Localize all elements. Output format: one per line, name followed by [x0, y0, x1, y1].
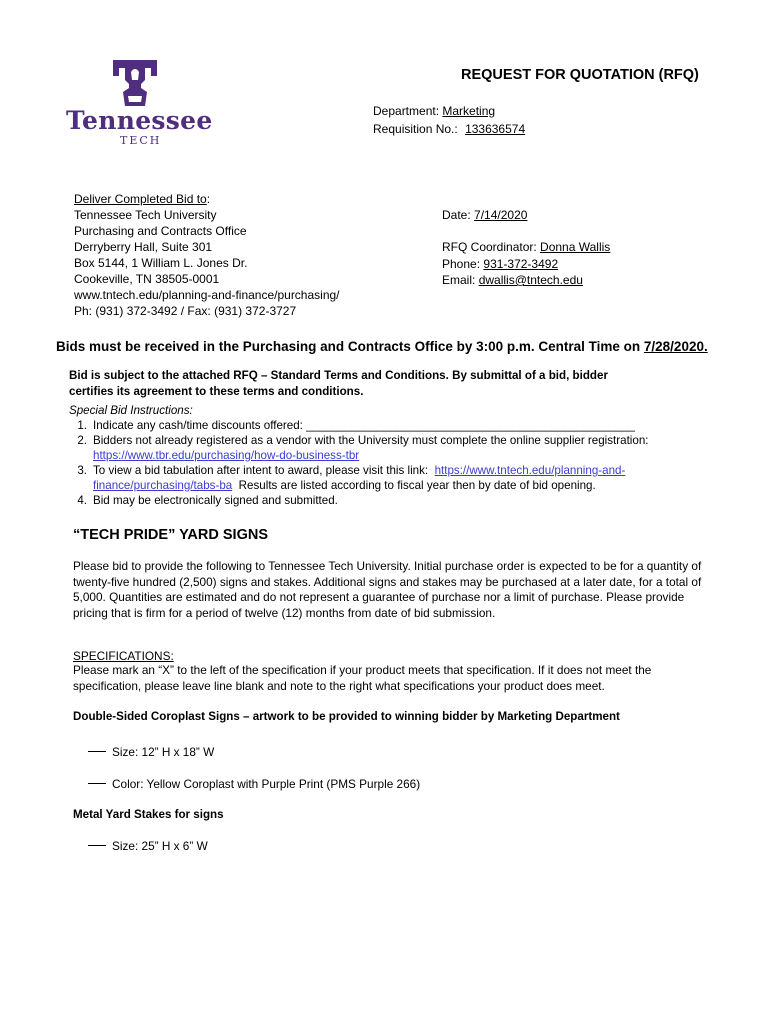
- specifications-intro: Please mark an “X” to the left of the specification if your product meets that specification. If it does not meet the specification, please leave line blank and note to the right what specifications your product does meet.: [73, 663, 652, 693]
- section-intro: Please bid to provide the following to Tennessee Tech University. Initial purchase order is expected to be for a quantity of twenty-five hundred (2,500) signs and stakes. Additional signs and stakes may be purchased at a later date, for a total of 5,000. Quantities are estimated and do not represent a guarantee of purchase nor a limit of purchase. Please provide pricing that is firm for a period of twelve (12) months from date of bid submission.: [73, 559, 702, 620]
- phone-value: 931-372-3492: [483, 257, 559, 271]
- coordinator-label: RFQ Coordinator:: [442, 240, 537, 254]
- deliver-line: Cookeville, TN 38505-0001: [74, 272, 220, 286]
- deliver-block: [74, 191, 404, 319]
- spec-blank-line[interactable]: [88, 845, 106, 846]
- bid-deadline: Bids must be received in the Purchasing and Contracts Office by 3:00 p.m. Central Time on 7/28/2020.: [56, 339, 708, 354]
- deliver-line: Box 5144, 1 William L. Jones Dr.: [74, 256, 248, 270]
- department-line: [373, 103, 495, 119]
- instruction-item: 1. Indicate any cash/time discounts offered: ___________________________________________________: [77, 419, 635, 432]
- special-instructions: [69, 403, 709, 508]
- deadline-date: 7/28/2020.: [643, 339, 708, 354]
- logo-wordmark: Tennessee: [66, 106, 213, 135]
- specifications-heading: SPECIFICATIONS:: [73, 649, 174, 663]
- section-title: “TECH PRIDE” YARD SIGNS: [73, 527, 268, 543]
- requisition-label: Requisition No.:: [373, 122, 458, 136]
- instruction-item: 3. To view a bid tabulation after intent to award, please visit this link: https://www.tntech.edu/planning-and-finance/purchasing/tabs-ba Results are listed according to fiscal year then by date of bid opening.: [77, 464, 626, 492]
- department-value: Marketing: [442, 104, 496, 118]
- requisition-line: [373, 121, 525, 137]
- discount-blank[interactable]: ___________________________________________________: [306, 419, 635, 432]
- tennessee-tech-logo: [66, 58, 211, 148]
- tbr-registration-link[interactable]: https://www.tbr.edu/purchasing/how-do-business-tbr: [93, 449, 360, 462]
- deliver-line: Tennessee Tech University: [74, 208, 217, 222]
- email-link[interactable]: dwallis@tntech.edu: [478, 273, 583, 287]
- instructions-heading: Special Bid Instructions:: [69, 404, 193, 417]
- deliver-line: Purchasing and Contracts Office: [74, 224, 247, 238]
- date-label: Date:: [442, 208, 471, 222]
- spec-item: Size: 25” H x 6” W: [88, 838, 208, 854]
- department-label: Department:: [373, 104, 440, 118]
- email-label: Email:: [442, 273, 476, 287]
- instruction-item: 2. Bidders not already registered as a vendor with the University must complete the online supplier registration: https://www.tbr.edu/purchasing/how-do-business-tbr: [77, 434, 649, 462]
- golden-eagle-icon: [111, 58, 159, 110]
- spec-item: Size: 12” H x 18” W: [88, 744, 214, 760]
- spec-group-title: Double-Sided Coroplast Signs – artwork to be provided to winning bidder by Marketing Department: [73, 710, 620, 723]
- page-title: REQUEST FOR QUOTATION (RFQ): [461, 67, 699, 83]
- coordinator-value: Donna Wallis: [540, 240, 611, 254]
- phone-line: [442, 256, 558, 272]
- deliver-line: Derryberry Hall, Suite 301: [74, 240, 213, 254]
- bid-tabulation-link[interactable]: https://www.tntech.edu/planning-and-finance/purchasing/tabs-ba: [93, 464, 626, 492]
- date-line: [442, 207, 527, 223]
- spec-item: Color: Yellow Coroplast with Purple Print (PMS Purple 266): [88, 776, 420, 792]
- terms-notice: Bid is subject to the attached RFQ – Standard Terms and Conditions. By submittal of a bid, bidder certifies its agreement to these terms and conditions.: [69, 369, 608, 398]
- requisition-value: 133636574: [465, 122, 526, 136]
- purchasing-website: www.tntech.edu/planning-and-finance/purchasing/: [74, 288, 340, 302]
- instruction-item: 4. Bid may be electronically signed and submitted.: [77, 494, 338, 507]
- logo-tech: TECH: [120, 134, 162, 147]
- spec-blank-line[interactable]: [88, 783, 106, 784]
- deliver-line: Ph: (931) 372-3492 / Fax: (931) 372-3727: [74, 304, 297, 318]
- spec-blank-line[interactable]: [88, 751, 106, 752]
- date-value: 7/14/2020: [474, 208, 528, 222]
- spec-group-title: Metal Yard Stakes for signs: [73, 808, 224, 821]
- phone-label: Phone:: [442, 257, 481, 271]
- coordinator-line: [442, 239, 610, 255]
- email-line: [442, 272, 583, 288]
- deliver-heading: Deliver Completed Bid to:: [74, 192, 211, 206]
